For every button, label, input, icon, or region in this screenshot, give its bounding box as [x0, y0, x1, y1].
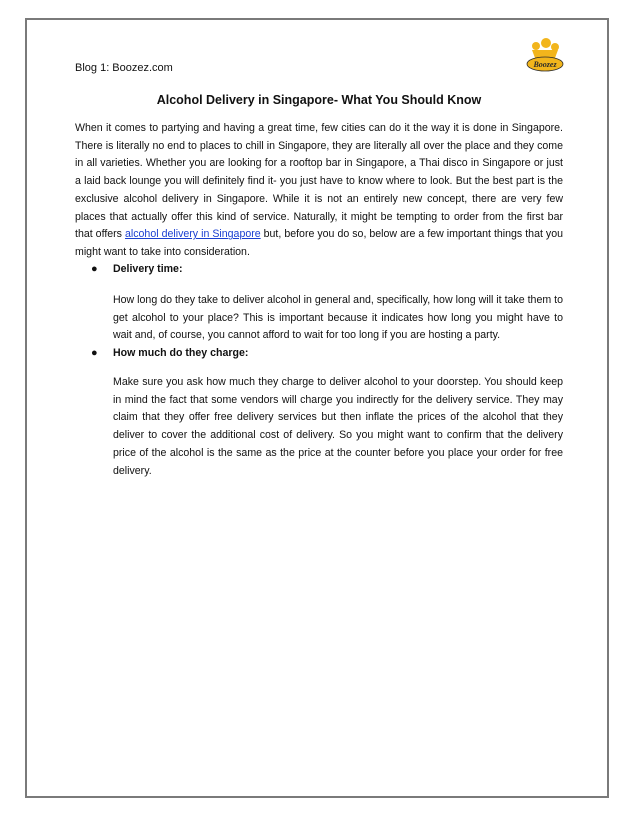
bullet-icon: ● — [91, 347, 98, 359]
intro-text-before-link: When it comes to partying and having a great time, few cities can do it the way it is done in Singapore. There is literally no end to places to chill in Singapore, they are literally all over the place and they come in all varieties. Whether you are looking for a rooftop bar in Singapore, a Thai disco in Singapore or just a laid back lounge you will definitely find it- you just have to know where to look. But the best part is the exclusive alcohol delivery in Singapore. While it is not an entirely new concept, there are very few places that actually offer this kind of service. Naturally, it might be tempting to order from the first bar that offers — [75, 122, 563, 241]
logo-text: Boozez — [533, 60, 557, 69]
boozez-logo — [524, 36, 566, 74]
page-title: Alcohol Delivery in Singapore- What You Should Know — [156, 93, 482, 107]
section-heading: How much do they charge: — [113, 347, 249, 359]
section-body: How long do they take to deliver alcohol in general and, specifically, how long will it take them to get alcohol to your place? This is important because it indicates how long you might have to wait and, of course, you cannot afford to wait for too long if you are hosting a party. — [113, 294, 563, 342]
intro-text-after-link: but, before you do so, below are a few important things that you might want to take into consideration. — [75, 228, 563, 258]
intro-paragraph — [75, 120, 563, 262]
section-heading: Delivery time: — [113, 263, 183, 275]
bullet-icon: ● — [91, 263, 98, 275]
header-label: Blog 1: Boozez.com — [75, 62, 173, 74]
alcohol-delivery-link[interactable]: alcohol delivery in Singapore — [125, 228, 261, 241]
section-body: Make sure you ask how much they charge to deliver alcohol to your doorstep. You should keep in mind the fact that some vendors will charge you indirectly for the delivery service. They may claim that they offer free delivery services but then inflate the prices of the alcohol that they deliver to cover the additional cost of delivery. So you might want to confirm that the delivery price of the alcohol is the same as the price at the counter before you place your order for free delivery. — [113, 376, 563, 477]
